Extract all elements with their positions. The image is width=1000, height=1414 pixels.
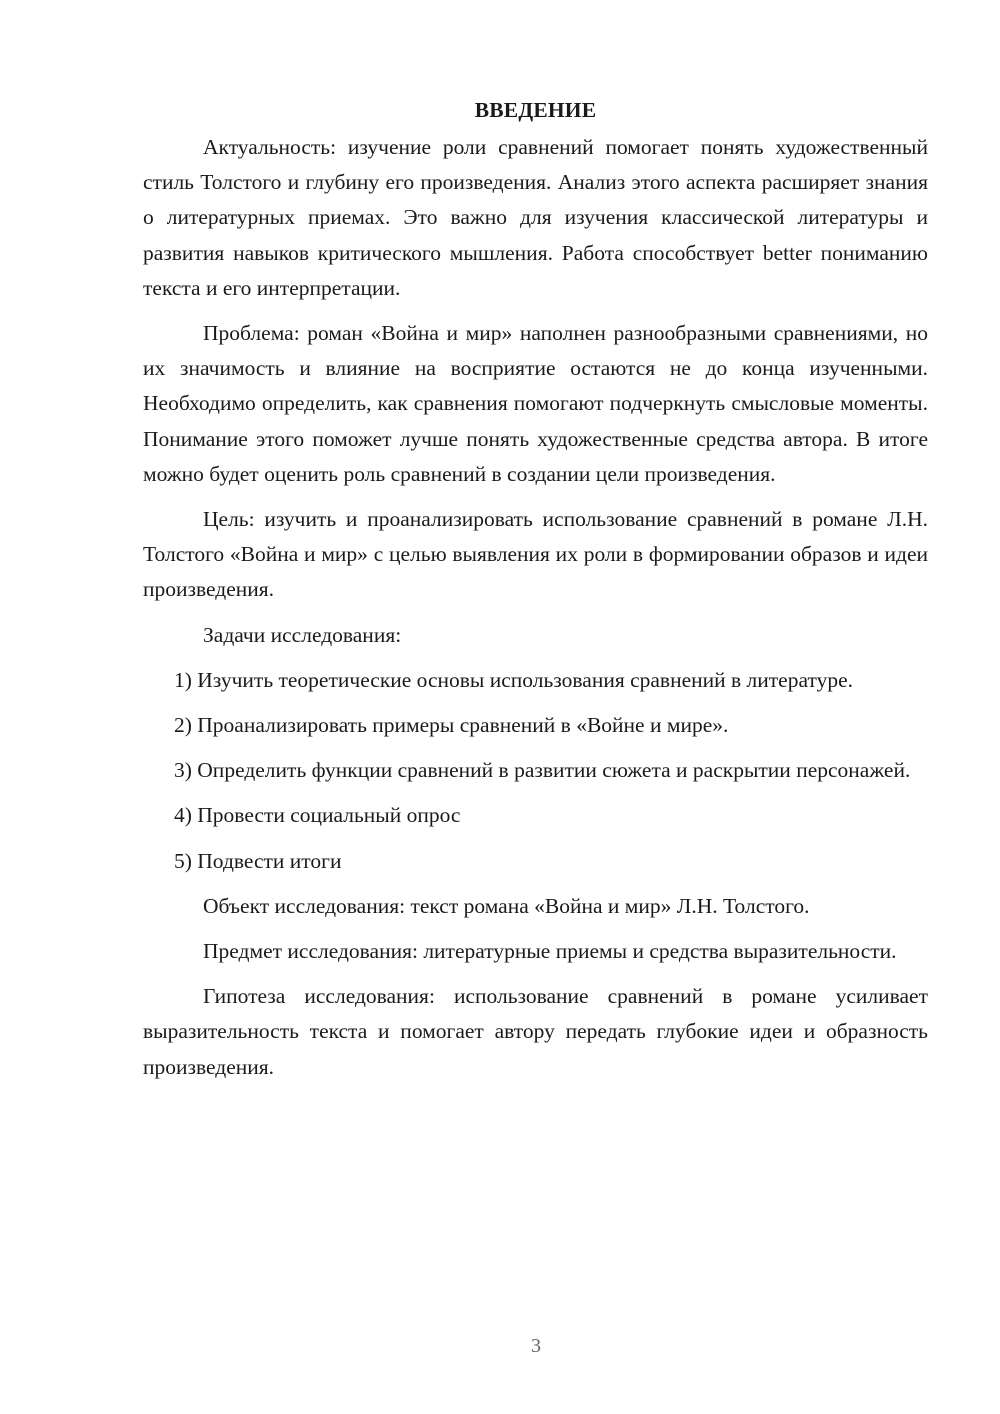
paragraph-hypothesis: Гипотеза исследования: использование сравнений в романе усиливает выразительность текста и помогает автору передать глубокие идеи и образность произведения. [143, 984, 928, 1079]
task-item-2: 2) Проанализировать примеры сравнений в «Войне и мире». [174, 713, 729, 738]
paragraph-problem: Проблема: роман «Война и мир» наполнен разнообразными сравнениями, но их значимость и влияние на восприятие остаются не до конца изученными. Необходимо определить, как сравнения помогают подчеркнуть смысловые моменты. Понимание этого поможет лучше понять художественные средства автора. В итоге можно будет оценить роль сравнений в создании цели произведения. [143, 321, 928, 486]
document-body [143, 92, 928, 1085]
section-title: ВВЕДЕНИЕ [474, 98, 597, 122]
paragraph-relevance: Актуальность: изучение роли сравнений помогает понять художественный стиль Толстого и глубину его произведения. Анализ этого аспекта расширяет знания о литературных приемах. Это важно для изучения классической литературы и развития навыков критического мышления. Работа способствует better пониманию текста и его интерпретации. [143, 135, 928, 300]
task-item-5: 5) Подвести итоги [174, 848, 342, 873]
paragraph-subject: Предмет исследования: литературные приемы и средства выразительности. [203, 939, 897, 964]
paragraph-object: Объект исследования: текст романа «Война и мир» Л.Н. Толстого. [203, 893, 810, 918]
task-item-1: 1) Изучить теоретические основы использования сравнений в литературе. [174, 667, 853, 692]
task-item-3: 3) Определить функции сравнений в развитии сюжета и раскрытии персонажей. [174, 758, 911, 783]
paragraph-tasks-heading: Задачи исследования: [203, 622, 402, 647]
task-item-4: 4) Провести социальный опрос [174, 803, 461, 828]
paragraph-goal: Цель: изучить и проанализировать использование сравнений в романе Л.Н. Толстого «Война и мир» с целью выявления их роли в формировании образов и идеи произведения. [143, 507, 928, 602]
page-number: 3 [531, 1335, 541, 1357]
